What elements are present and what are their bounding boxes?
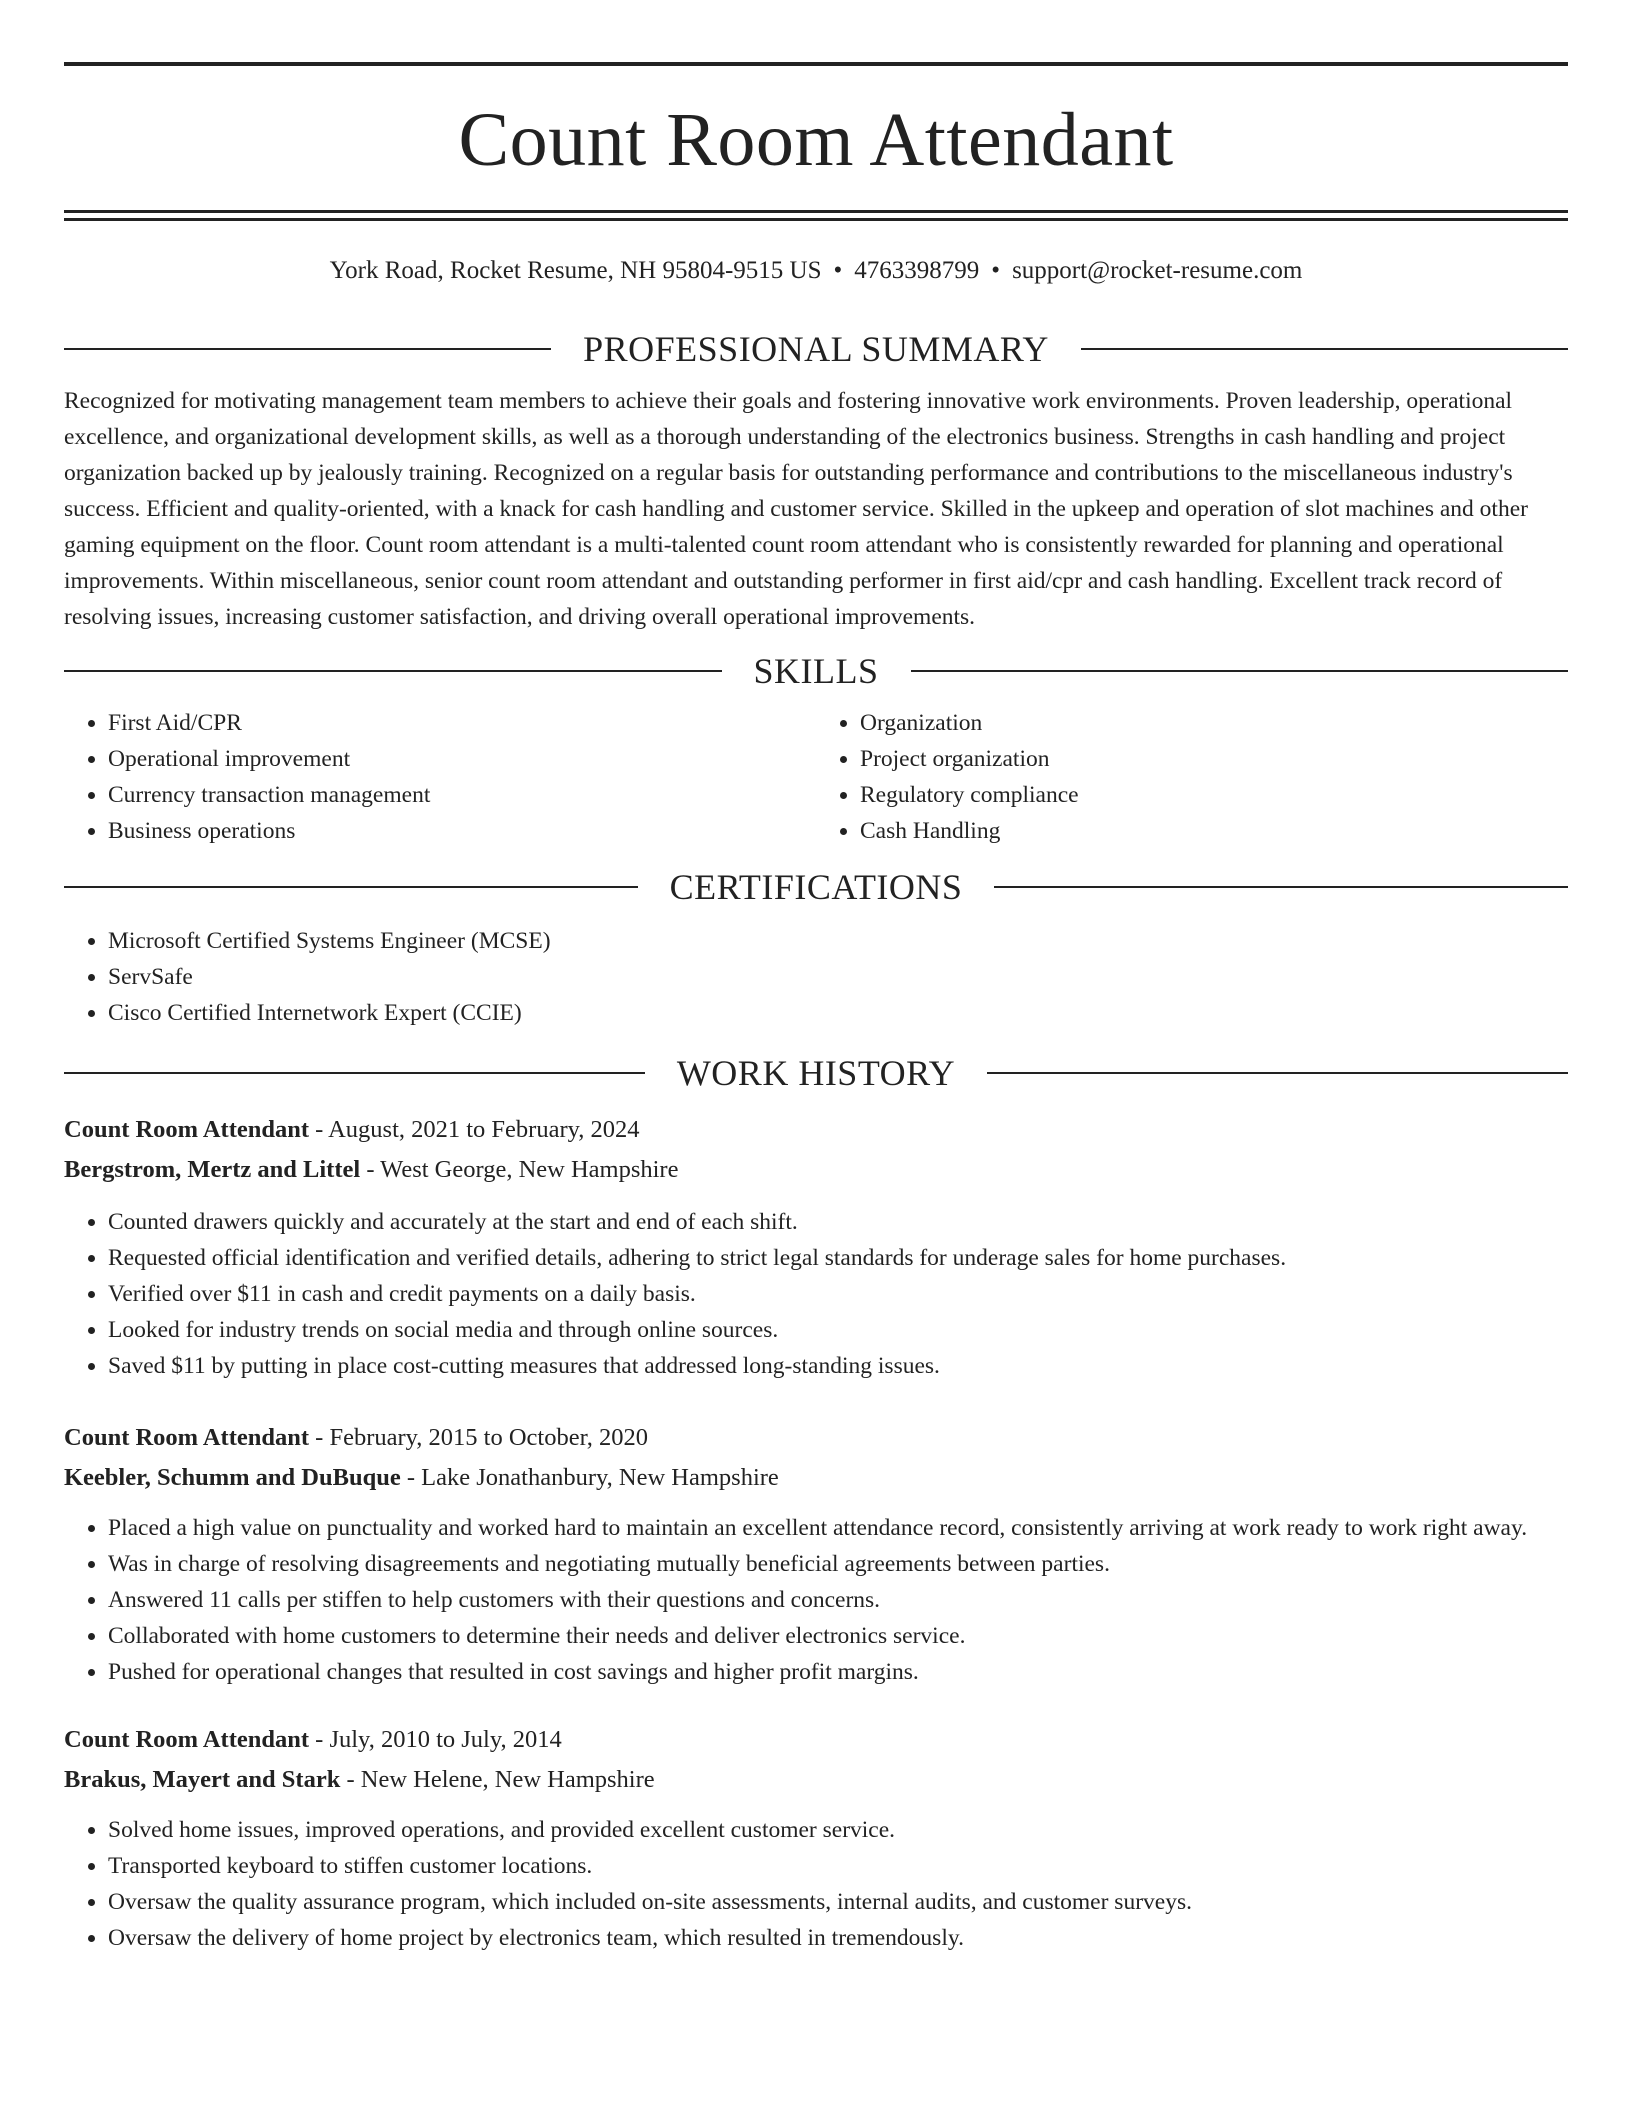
job-company: Keebler, Schumm and DuBuque (64, 1464, 401, 1491)
job-bullet: • Saved $11 by putting in place cost-cutting measures that addressed long-standing issues. (108, 1348, 1568, 1384)
job-bullet: • Oversaw the quality assurance program, which included on-site assessments, internal audits, and customer surveys. (108, 1884, 1568, 1920)
skills-columns (64, 705, 1568, 849)
skill-item: • Cash Handling (860, 813, 1568, 849)
job-location: New Helene, New Hampshire (360, 1766, 655, 1793)
contact-separator: • (991, 257, 1001, 284)
title-double-rule (64, 210, 1568, 221)
job-dates: February, 2015 to October, 2020 (329, 1424, 649, 1451)
job-bullet: • Counted drawers quickly and accurately at the start and end of each shift. (108, 1204, 1568, 1240)
skill-item: • Regulatory compliance (860, 777, 1568, 813)
job-dash: - (400, 1464, 422, 1491)
heading-rule-left (64, 1072, 645, 1074)
job-company-line (64, 1458, 1568, 1498)
certifications-heading: CERTIFICATIONS (669, 867, 963, 907)
job-bullet: • Was in charge of resolving disagreements and negotiating mutually beneficial agreements between parties. (108, 1546, 1568, 1582)
job-entry (64, 1720, 1568, 1956)
job-bullet: • Collaborated with home customers to determine their needs and deliver electronics service. (108, 1618, 1568, 1654)
job-company-line (64, 1760, 1568, 1800)
job-title-line (64, 1720, 1568, 1760)
job-company: Bergstrom, Mertz and Littel (64, 1156, 361, 1183)
job-bullets (64, 1812, 1568, 1956)
summary-heading-row (64, 327, 1568, 371)
contact-line (64, 256, 1568, 286)
job-bullet: • Verified over $11 in cash and credit payments on a daily basis. (108, 1276, 1568, 1312)
heading-rule-left (64, 348, 551, 350)
skill-item: • Project organization (860, 741, 1568, 777)
contact-phone: 4763398799 (854, 257, 980, 284)
skills-list-left (64, 705, 816, 849)
job-title: Count Room Attendant (64, 1424, 310, 1451)
contact-address: York Road, Rocket Resume, NH 95804-9515 US (329, 257, 822, 284)
job-bullets (64, 1510, 1568, 1690)
skill-item: • Business operations (108, 813, 816, 849)
work-history-heading: WORK HISTORY (676, 1053, 956, 1093)
heading-rule-left (64, 670, 722, 672)
skill-item: • Operational improvement (108, 741, 816, 777)
certification-item: • Cisco Certified Internetwork Expert (CCIE) (108, 995, 1568, 1031)
job-title-line (64, 1110, 1568, 1150)
skills-heading-row (64, 649, 1568, 693)
job-dates: August, 2021 to February, 2024 (328, 1116, 640, 1143)
job-bullet: • Placed a high value on punctuality and worked hard to maintain an excellent attendance record, consistently arriving at work ready to work right away. (108, 1510, 1568, 1546)
job-bullet: • Transported keyboard to stiffen customer locations. (108, 1848, 1568, 1884)
contact-email: support@rocket-resume.com (1012, 257, 1303, 284)
top-rule (64, 62, 1568, 66)
skill-item: • First Aid/CPR (108, 705, 816, 741)
job-dash: - (309, 1116, 329, 1143)
job-company: Brakus, Mayert and Stark (64, 1766, 341, 1793)
summary-heading: PROFESSIONAL SUMMARY (583, 329, 1049, 369)
heading-rule-right (987, 1072, 1568, 1074)
job-bullet: • Looked for industry trends on social media and through online sources. (108, 1312, 1568, 1348)
heading-rule-right (994, 886, 1568, 888)
certification-item: • ServSafe (108, 959, 1568, 995)
job-entry (64, 1418, 1568, 1690)
job-company-line (64, 1150, 1568, 1190)
work-history-heading-row (64, 1051, 1568, 1095)
job-bullet: • Requested official identification and verified details, adhering to strict legal standards for underage sales for home purchases. (108, 1240, 1568, 1276)
heading-rule-left (64, 886, 638, 888)
job-dash: - (309, 1726, 330, 1753)
resume-title: Count Room Attendant (458, 98, 1174, 182)
resume-page (64, 0, 1568, 1956)
job-title: Count Room Attendant (64, 1726, 310, 1753)
job-dash: - (360, 1156, 381, 1183)
certification-item: • Microsoft Certified Systems Engineer (MCSE) (108, 923, 1568, 959)
skills-list-right (816, 705, 1568, 849)
job-bullet: • Answered 11 calls per stiffen to help customers with their questions and concerns. (108, 1582, 1568, 1618)
job-bullets (64, 1204, 1568, 1384)
job-bullet: • Solved home issues, improved operations, and provided excellent customer service. (108, 1812, 1568, 1848)
skill-item: • Organization (860, 705, 1568, 741)
job-location: Lake Jonathanbury, New Hampshire (421, 1464, 779, 1491)
job-location: West George, New Hampshire (380, 1156, 679, 1183)
skills-heading: SKILLS (753, 651, 879, 691)
heading-rule-right (911, 670, 1569, 672)
job-title-line (64, 1418, 1568, 1458)
job-title: Count Room Attendant (64, 1116, 310, 1143)
heading-rule-right (1081, 348, 1568, 350)
job-dash: - (309, 1424, 330, 1451)
contact-separator: • (833, 257, 843, 284)
certifications-heading-row (64, 865, 1568, 909)
certifications-list (64, 923, 1568, 1031)
job-entry (64, 1110, 1568, 1384)
job-bullet: • Pushed for operational changes that resulted in cost savings and higher profit margins. (108, 1654, 1568, 1690)
job-bullet: • Oversaw the delivery of home project by electronics team, which resulted in tremendously. (108, 1920, 1568, 1956)
skill-item: • Currency transaction management (108, 777, 816, 813)
summary-text: Recognized for motivating management team members to achieve their goals and fostering innovative work environments. Proven leadership, operational excellence, and organizational development skills, as well as a thorough understanding of the electronics business. Strengths in cash handling and project organization backed up by jealously training. Recognized on a regular basis for outstanding performance and contributions to the miscellaneous industry's success. Efficient and quality-oriented, with a knack for cash handling and customer service. Skilled in the upkeep and operation of slot machines and other gaming equipment on the floor. Count room attendant is a multi-talented count room attendant who is consistently rewarded for planning and operational improvements. Within miscellaneous, senior count room attendant and outstanding performer in first aid/cpr and cash handling. Excellent track record of resolving issues, increasing customer satisfaction, and driving overall operational improvements. (64, 388, 1528, 630)
job-dash: - (340, 1766, 361, 1793)
job-dates: July, 2010 to July, 2014 (329, 1726, 562, 1753)
